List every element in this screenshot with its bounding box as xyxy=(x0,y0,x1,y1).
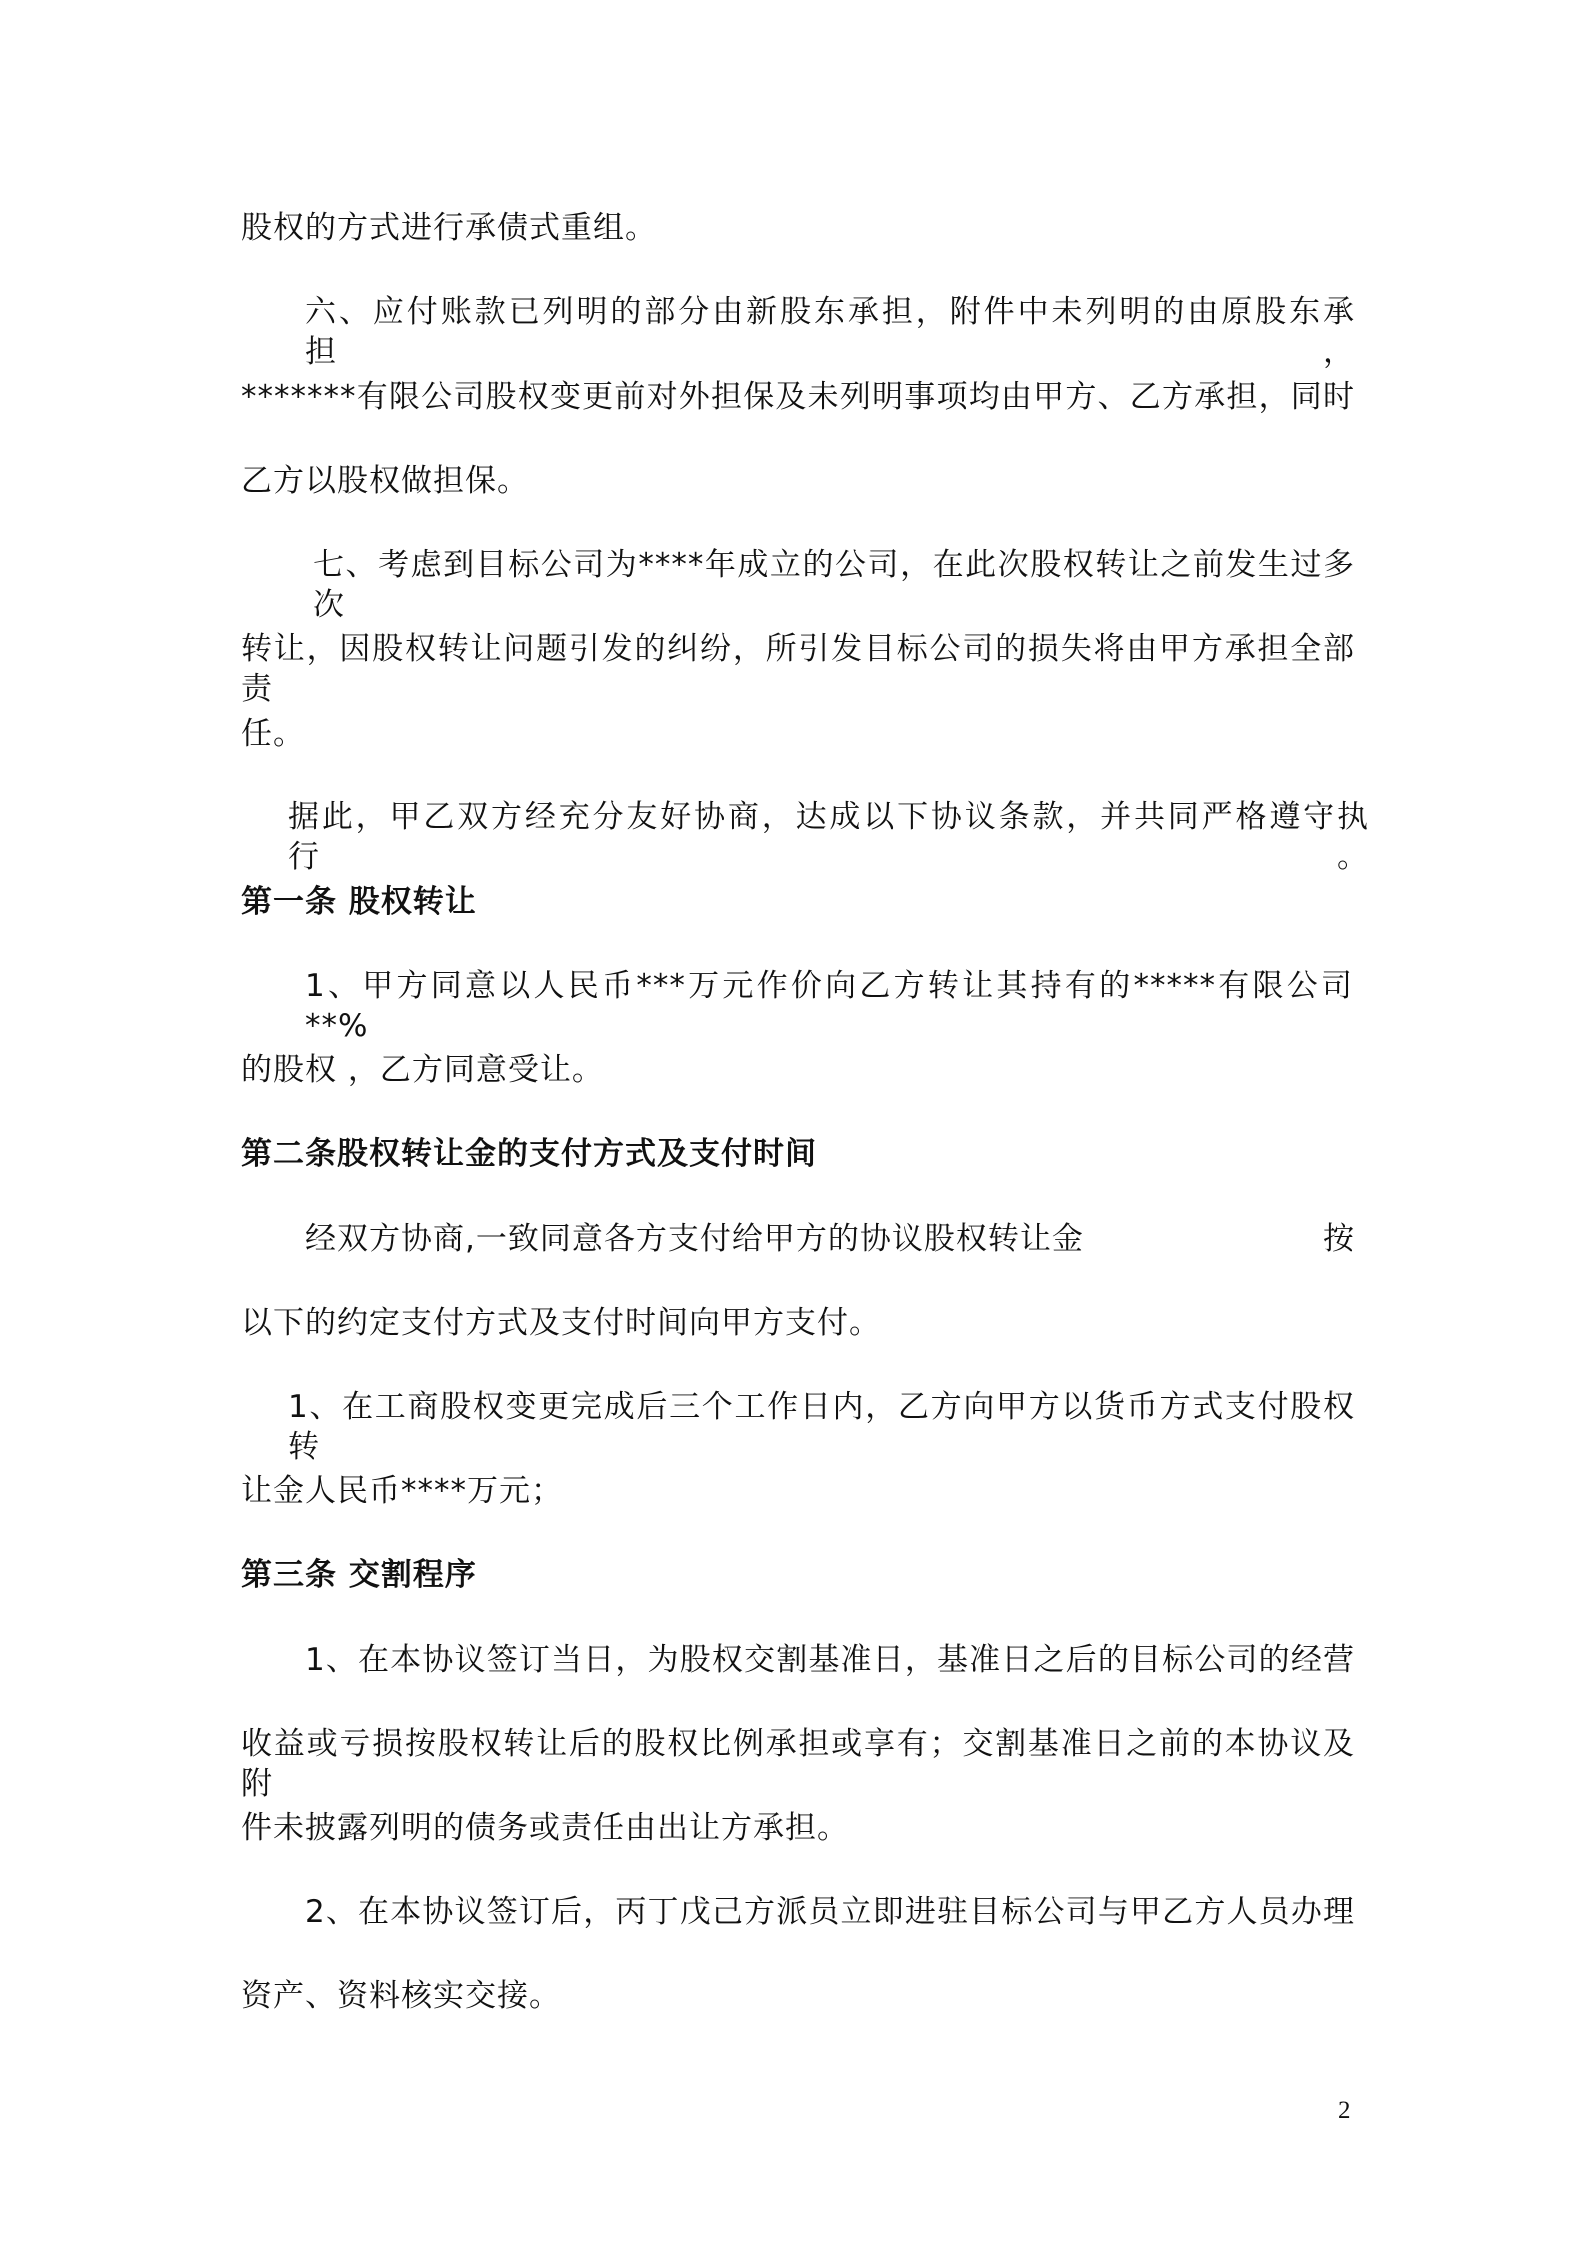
paragraph-line: 转让，因股权转让问题引发的纠纷，所引发目标公司的损失将由甲方承担全部责 xyxy=(241,631,1355,707)
paragraph-line: 乙方以股权做担保。 xyxy=(241,463,529,499)
paragraph-line: *******有限公司股权变更前对外担保及未列明事项均由甲方、乙方承担，同时 xyxy=(241,379,1355,415)
paragraph-line: 收益或亏损按股权转让后的股权比例承担或享有；交割基准日之前的本协议及附 xyxy=(241,1726,1355,1802)
paragraph-line: 资产、资料核实交接。 xyxy=(241,1978,561,2014)
paragraph-line: 据此，甲乙双方经充分友好协商，达成以下协议条款，并共同严格遵守执行。 xyxy=(288,799,1369,875)
article-three-heading: 第三条 交割程序 xyxy=(241,1557,477,1593)
paragraph-line: 1、甲方同意以人民币***万元作价向乙方转让其持有的*****有限公司**% xyxy=(305,968,1353,1044)
paragraph-line: 件未披露列明的债务或责任由出让方承担。 xyxy=(241,1810,849,1846)
paragraph-line: 2、在本协议签订后，丙丁戊己方派员立即进驻目标公司与甲乙方人员办理 xyxy=(305,1894,1355,1930)
paragraph-line: 经双方协商,一致同意各方支付给甲方的协议股权转让金 xyxy=(305,1221,1084,1257)
clause-six-line: 六、应付账款已列明的部分由新股东承担，附件中未列明的由原股东承担， xyxy=(305,294,1355,370)
paragraph-line-end: 按 xyxy=(1323,1221,1354,1257)
paragraph-line: 1、在工商股权变更完成后三个工作日内，乙方向甲方以货币方式支付股权转 xyxy=(288,1389,1355,1465)
clause-seven-line: 七、考虑到目标公司为****年成立的公司，在此次股权转让之前发生过多次 xyxy=(313,547,1355,623)
article-two-heading: 第二条股权转让金的支付方式及支付时间 xyxy=(241,1136,817,1172)
article-one-heading: 第一条 股权转让 xyxy=(241,884,477,920)
paragraph-line: 任。 xyxy=(241,716,305,752)
paragraph-line: 以下的约定支付方式及支付时间向甲方支付。 xyxy=(241,1305,881,1341)
paragraph-line: 1、在本协议签订当日，为股权交割基准日，基准日之后的目标公司的经营 xyxy=(305,1642,1355,1678)
paragraph-line: 的股权 ，乙方同意受让。 xyxy=(241,1052,604,1088)
paragraph-line: 让金人民币****万元； xyxy=(241,1473,563,1509)
page-number: 2 xyxy=(1338,2097,1351,2124)
paragraph-line: 股权的方式进行承债式重组。 xyxy=(241,210,657,246)
